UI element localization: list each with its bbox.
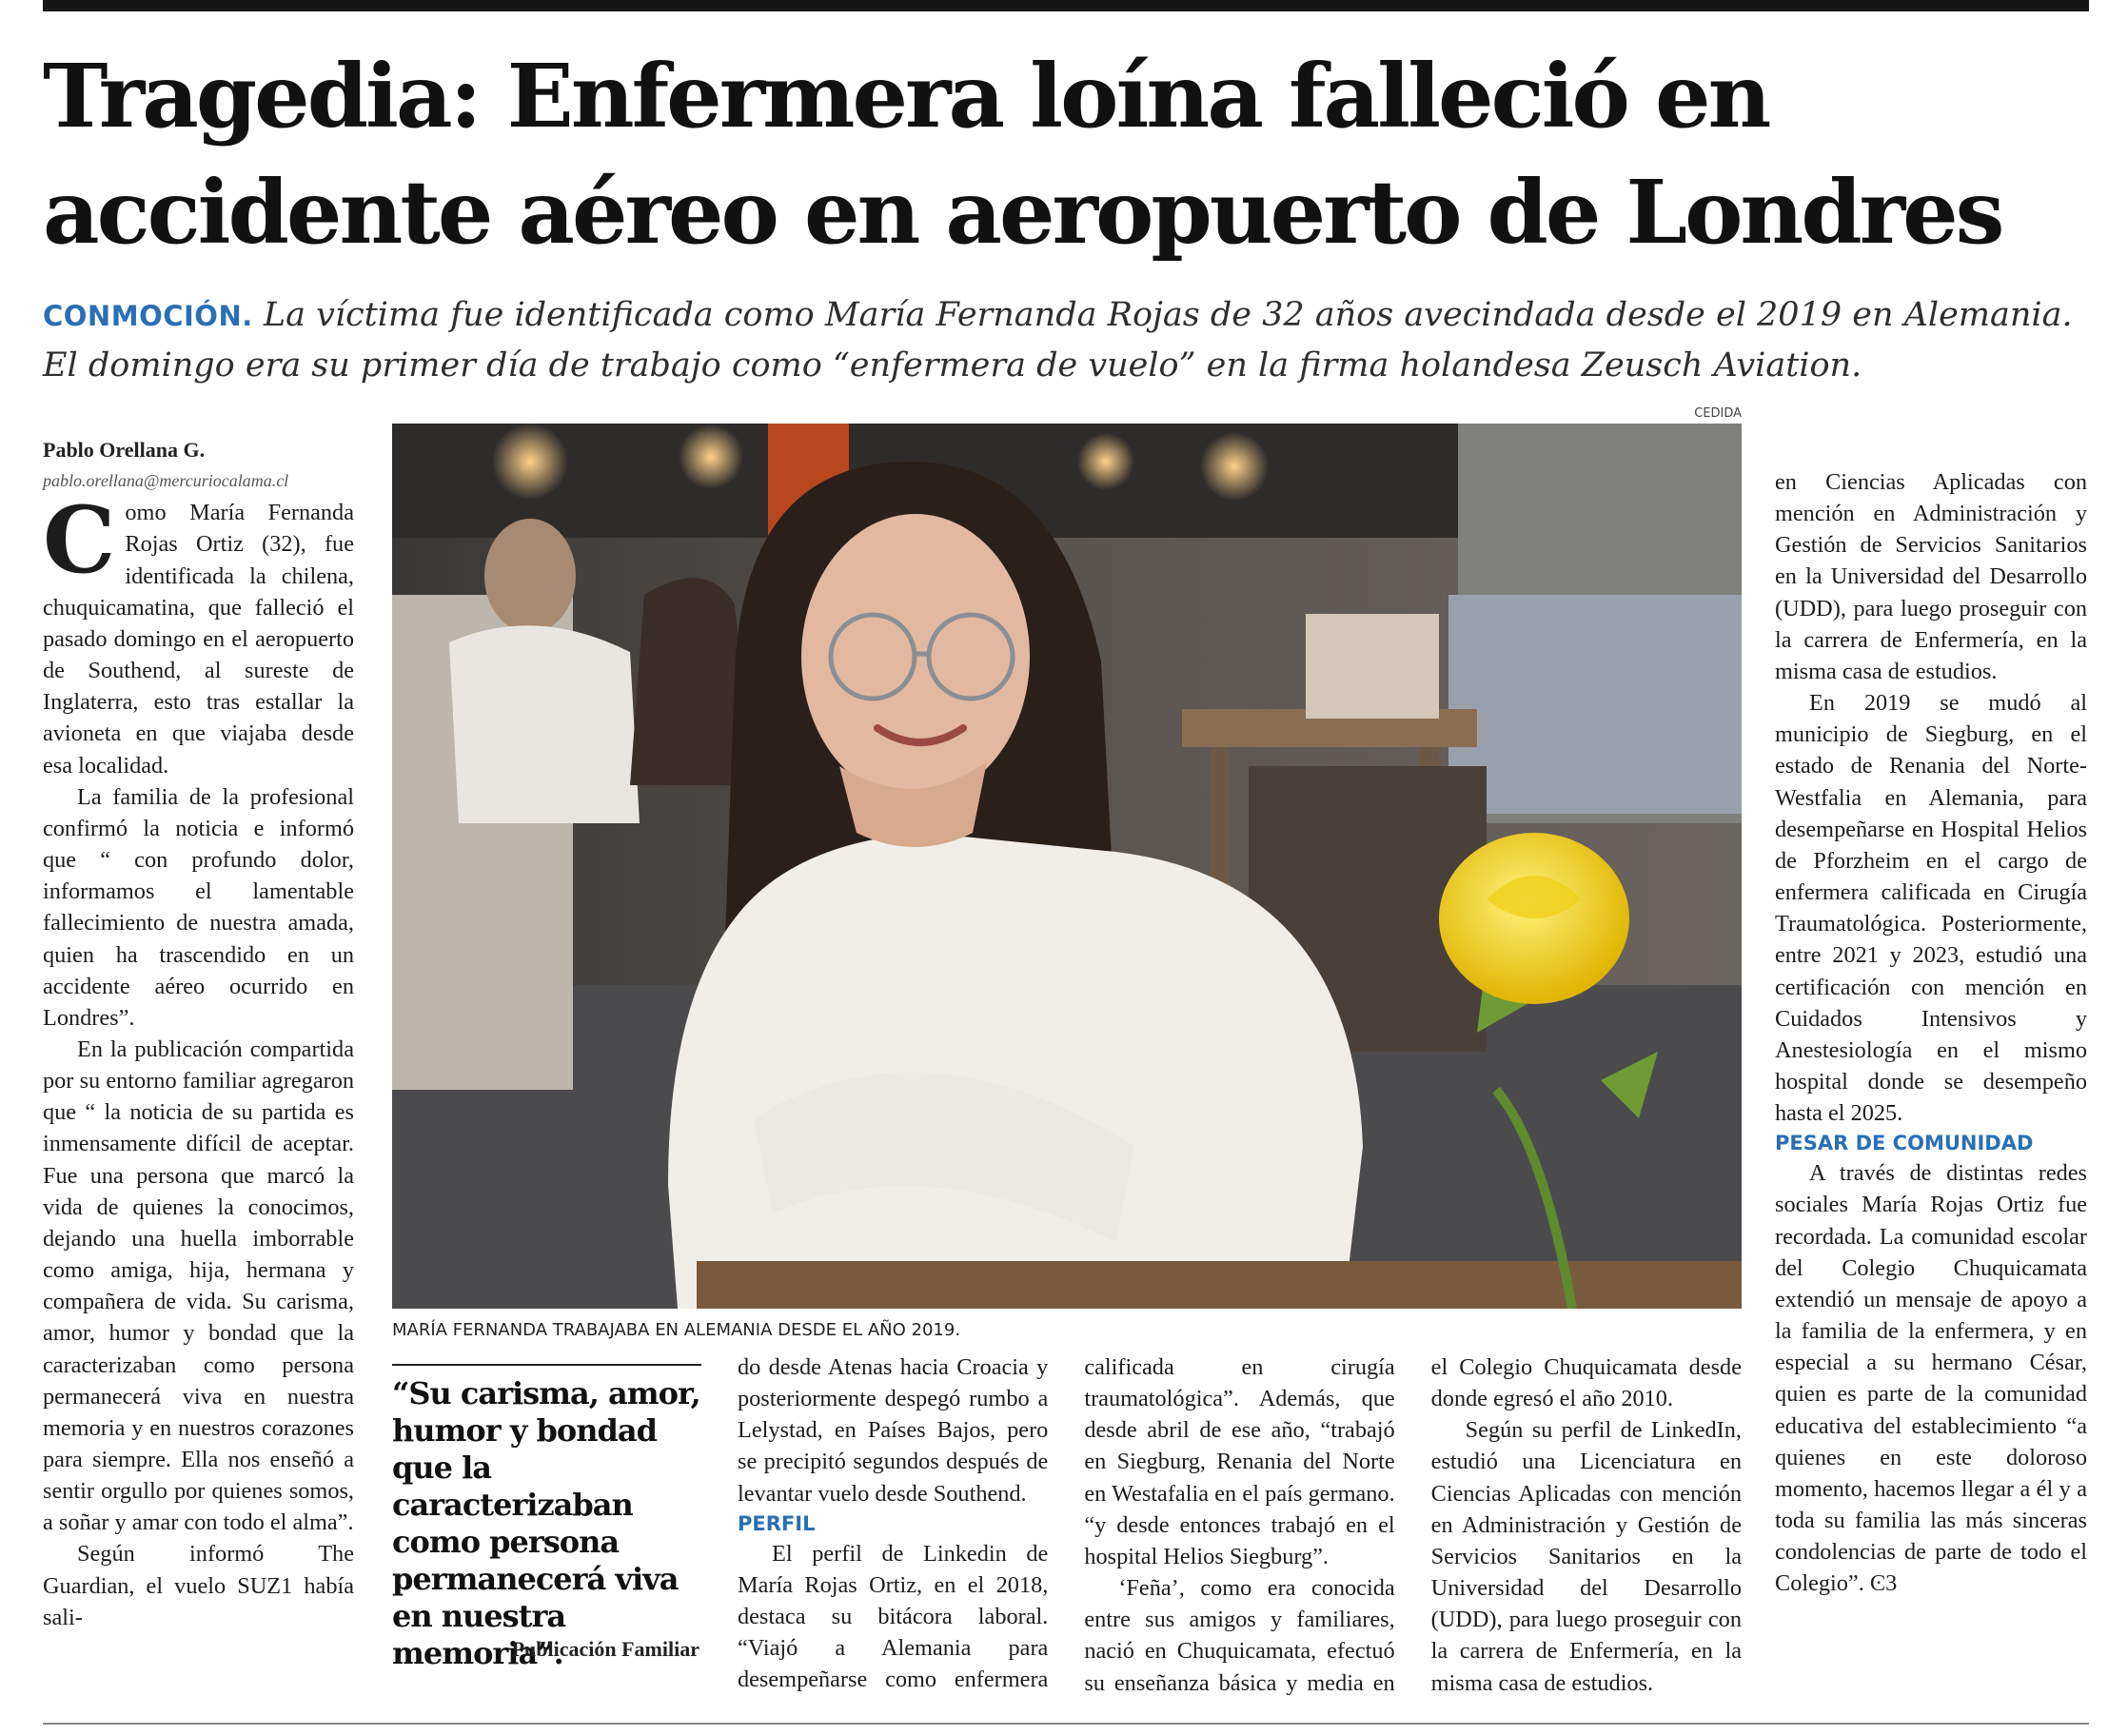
headline-line-1: Tragedia: Enfermera loína falleció en bbox=[43, 45, 1769, 148]
perfil-heading: PERFIL bbox=[738, 1511, 816, 1535]
photo-illustration bbox=[392, 424, 1742, 1309]
article-paragraph-7-continued: en Ciencias Aplicadas con mención en Administración y Gestión de Servicios Sanitarios en la Universidad del Desarrollo (UDD), para luego proseguir con la carrera de Enfermería, en la misma casa de estudios. bbox=[1775, 469, 2087, 684]
article-photo bbox=[392, 424, 1742, 1309]
article-paragraph-4: Según informó The Guardian, el vuelo SUZ1 había sali- bbox=[43, 1541, 354, 1630]
byline-author: Pablo Orellana G. bbox=[43, 438, 206, 462]
article-paragraph-3: En la publicación compartida por su entorno familiar agregaron que “ la noticia de su partida es inmensamente difícil de aceptar. Fue una persona que marcó la vida de quienes la conocimos, dejando una huella imborrable como amiga, hija, hermana y compañera de vida. Su carisma, amor, humor y bondad que la caracterizaban como persona permanecerá viva en nuestra memoria y en nuestros corazones para siempre. Ella nos enseñó a sentir orgullo por quienes somos, a soñar y amar con todo el alma”. bbox=[43, 1036, 354, 1536]
article-paragraph-2: La familia de la profesional confirmó la noticia e informó que “ con profundo dolor, informamos el lamentable fallecimiento de nuestra amada, quien ha trascendido en un accidente aéreo ocurrido en Londres”. bbox=[43, 783, 354, 1031]
bottom-rule bbox=[43, 1723, 2089, 1725]
paragraph-1-text: omo María Fernanda Rojas Ortiz (32), fue identificada la chilena, chuquicamatina, que falleció el pasado domingo en el aeropuerto de Southend, al sureste de Inglaterra, esto tras estallar la avioneta en que viajaba desde esa localidad. bbox=[43, 500, 354, 779]
article-paragraph-6: ‘Feña’, como era conocida entre sus amigos y familiares, nació en Chuquicamata, efectuó su enseñanza básica y media en el Colegio Chuquicamata desde donde egresó el año 2010. bbox=[1084, 1354, 1742, 1696]
pullquote-rule bbox=[392, 1364, 701, 1366]
column-1 bbox=[43, 434, 354, 1633]
top-rule bbox=[43, 0, 2089, 11]
article-paragraph-9: A través de distintas redes sociales María Rojas Ortiz fue recordada. La comunidad escolar del Colegio Chuquicamata extendió un mensaje de apoyo a la familia de la enfermera, y en especial a su hermano César, quien es parte de la comunidad educativa del establecimiento “a quienes en este doloroso momento, hacemos llegar a él y a toda su familia las más sinceras condolencias de parte de todo el Colegio”. Ͼ3 bbox=[1775, 1160, 2087, 1597]
deck bbox=[43, 290, 2089, 390]
photo-credit: CEDIDA bbox=[1694, 406, 1742, 421]
pullquote-attribution: Publicación Familiar bbox=[511, 1637, 699, 1661]
columns-lower bbox=[738, 1351, 1742, 1704]
pesar-heading: PESAR DE COMUNIDAD bbox=[1775, 1132, 2034, 1155]
photo-caption: MARÍA FERNANDA TRABAJABA EN ALEMANIA DESDE EL AÑO 2019. bbox=[392, 1320, 961, 1340]
deck-text: La víctima fue identificada como María Fernanda Rojas de 32 años avecindada desde el 2019 en Alemania. El domingo era su primer día de trabajo como “enfermera de vuelo” en la firma holandesa Zeusch Aviation. bbox=[43, 296, 2073, 385]
headline-line-2: accidente aéreo en aeropuerto de Londres bbox=[43, 161, 2002, 264]
article-paragraph-8: En 2019 se mudó al municipio de Siegburg, en el estado de Renania del Norte-Westfalia en Alemania, para desempeñarse en Hospital Helios de Pforzheim en el cargo de enfermera calificada en Cirugía Traumatológica. Posteriormente, entre 2021 y 2023, estudió una certificación con mención en Cuidados Intensivos y Anestesiología en el mismo hospital donde se desempeño hasta el 2025. bbox=[1775, 690, 2087, 1127]
drop-cap: C bbox=[43, 486, 116, 595]
article-paragraph-7: Según su perfil de LinkedIn, estudió una Licenciatura en Ciencias Aplicadas con mención en Administración y Gestión de Servicios Sanitarios en la Universidad del Desarrollo (UDD), para luego proseguir con la carrera de Enfermería, en la misma casa de estudios. bbox=[1430, 1417, 1742, 1696]
article-paragraph-1 bbox=[43, 486, 354, 780]
pullquote: “Su carisma, amor, humor y bondad que la caracterizaban como persona permanecerá viva en nuestra memoria”. bbox=[392, 1375, 700, 1671]
byline-email: pablo.orellana@mercuriocalama.cl bbox=[43, 471, 289, 491]
column-right bbox=[1775, 466, 2087, 1599]
deck-kicker: CONMOCIÓN. bbox=[43, 300, 253, 332]
article-paragraph-5: El perfil de Linkedin de María Rojas Ortiz, en el 2018, destaca su bitácora laboral. “Viajó a Alemania para desempeñarse como enfermera calificada en cirugía traumatológica”. Además, que desde abril de ese año, “trabajó en Siegburg, Renania del Norte en Westafalia en el país germano. “y desde entonces trabajó en el hospital Helios Siegburg”. bbox=[738, 1354, 1395, 1693]
headline bbox=[43, 38, 2089, 270]
article-paragraph-4-continued: do desde Atenas hacia Croacia y posteriormente despegó rumbo a Lelystad, en Países Bajos, pero se precipitó segundos después de levantar vuelo desde Southend. bbox=[738, 1354, 1049, 1507]
